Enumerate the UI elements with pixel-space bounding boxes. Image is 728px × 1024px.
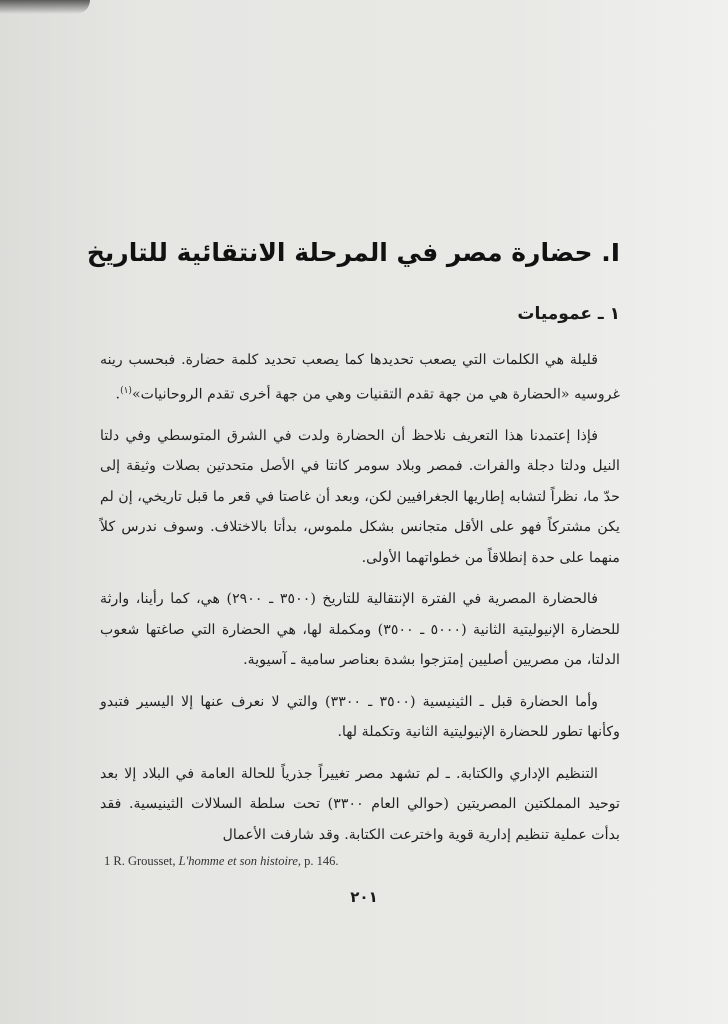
scan-shadow: [0, 0, 90, 14]
paragraph: فإذا إعتمدنا هذا التعريف نلاحظ أن الحضارة ولدت في الشرق المتوسطي وفي دلتا النيل ودلتا دجلة والفرات. فمصر وبلاد سومر كانتا في الأصل متحدتين بصلات وثيقة إلى حدّ ما، نظراً لتشابه إطاريها الجغرافيين لكن، وبعد أن غاصتا في قعر ما قبل تاريخي، إن لم يكن مشتركاً فهو على الأقل متجانس بشكل ملموس، بدأتا بالاختلاف. وسوف ندرس كلاً منهما على حدة إنطلاقاً من خطواتهما الأولى.: [100, 427, 620, 566]
page-number: ٢٠١: [350, 888, 378, 906]
paragraph: وأما الحضارة قبل ـ الثينيسية (٣٥٠٠ ـ ٣٣٠٠) والتي لا نعرف عنها إلا اليسير فتبدو وكأنها تطور للحضارة الإنيوليتية الثانية وتكملة لها.: [100, 693, 620, 741]
paragraph: فالحضارة المصرية في الفترة الإنتقالية للتاريخ (٣٥٠٠ ـ ٢٩٠٠) هي، كما رأينا، وارثة للحضارة الإنيوليتية الثانية (٥٠٠٠ ـ ٣٥٠٠) ومكملة لها، هي الحضارة التي صاغتها شعوب الدلتا، من مصريين أصليين إمتزجوا بشدة بعناصر سامية ـ آسيوية.: [100, 591, 620, 669]
footnote-author: R. Grousset,: [113, 854, 176, 868]
paragraph: التنظيم الإداري والكتابة. ـ لم تشهد مصر تغييراً جذرياً للحالة العامة في البلاد إلا بعد توحيد المملكتين المصريتين (حوالي العام ٣٣٠٠) تحت سلطة السلالات الثينيسية. فقد بدأت عملية تنظيم إدارية قوية واخترعت الكتابة. وقد شارفت الأعمال: [100, 765, 620, 843]
footnote-number: 1: [104, 854, 111, 868]
section-title: ١ ـ عموميات: [517, 304, 620, 324]
footnote: [104, 854, 339, 869]
footnote-title: L'homme et son histoire: [178, 854, 298, 868]
chapter-title: I. حضارة مصر في المرحلة الانتقائية للتاريخ: [86, 238, 620, 267]
body-text: [100, 345, 620, 861]
footnote-marker: (١): [120, 385, 132, 396]
paragraph: قليلة هي الكلمات التي يصعب تحديدها كما يصعب تحديد كلمة حضارة. فبحسب رينه غروسيه «الحضارة هي من جهة تقدم التقنيات وهي من جهة أخرى تقدم الروحانيات»$^{(١)}$.: [100, 352, 620, 403]
footnote-page: , p. 146.: [297, 854, 339, 868]
